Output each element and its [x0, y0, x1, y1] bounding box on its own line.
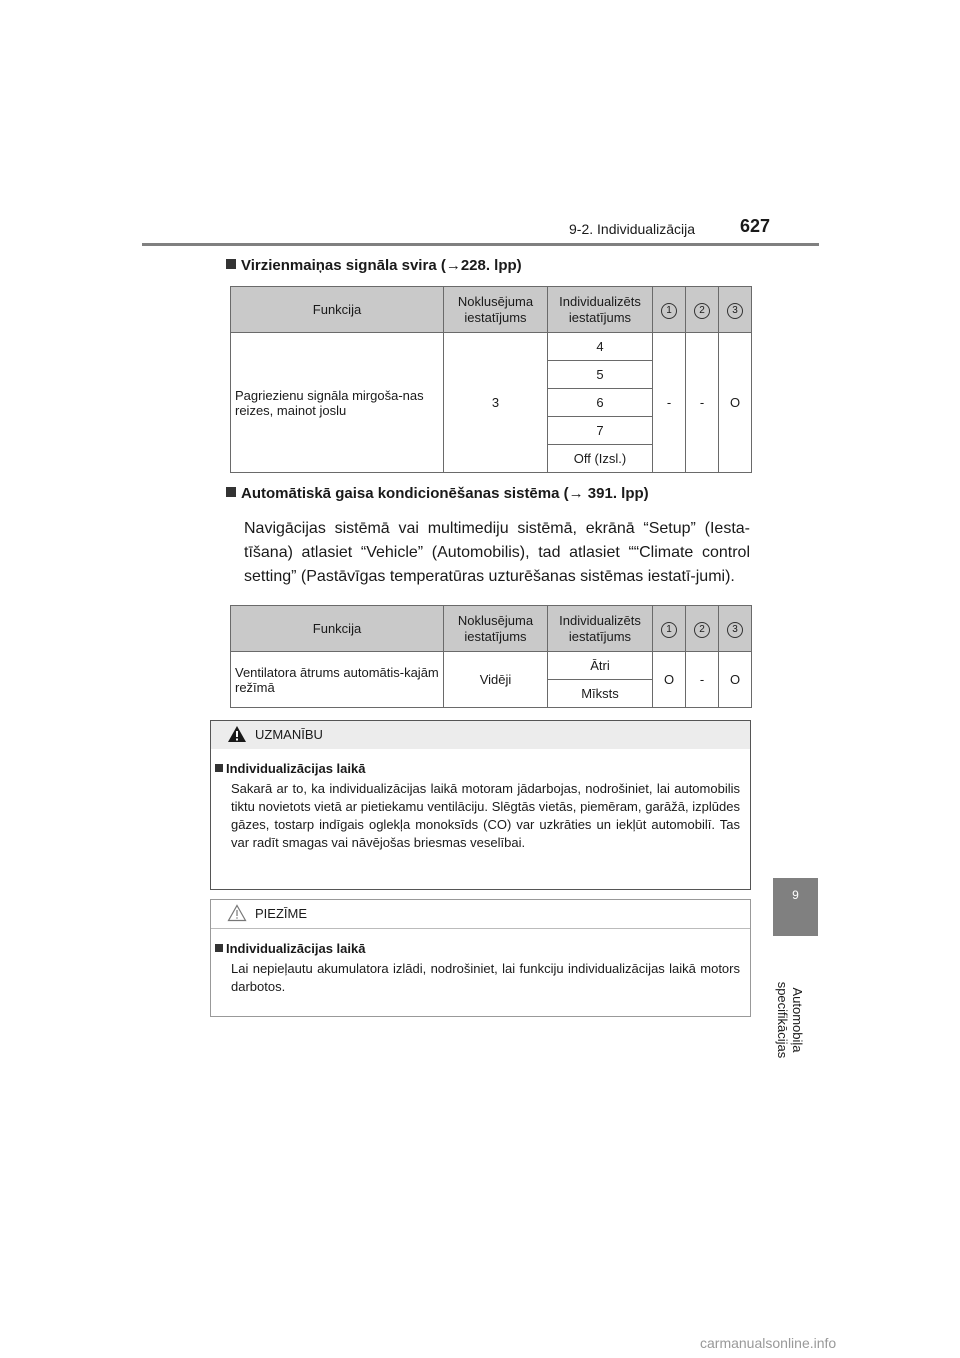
note-title: PIEZĪME: [255, 906, 308, 921]
c1-cell: O: [653, 652, 686, 708]
circled-2-icon: 2: [694, 622, 710, 638]
subheading-text: Individualizācijas laikā: [226, 941, 366, 956]
note-text: Lai nepieļautu akumulatora izlādi, nodrošiniet, lai funkciju individualizācijas laikā motors darbotos.: [231, 961, 740, 994]
option-cell: Mīksts: [548, 680, 653, 708]
col-default: Noklusējuma iestatījums: [444, 287, 548, 333]
square-bullet-icon: [226, 487, 236, 497]
col-3: [719, 287, 752, 333]
caution-subheading: [215, 761, 740, 776]
col-function: Funkcija: [231, 606, 444, 652]
circled-2-icon: 2: [694, 303, 710, 319]
chapter-title: Automobiļa specifikācijas: [775, 981, 805, 1059]
option-cell: 7: [548, 417, 653, 445]
col-2: [686, 606, 719, 652]
caution-text: Sakarā ar to, ka individualizācijas laikā motoram jādarbojas, nodrošiniet, lai automobilis tiktu novietots vietā ar pietiekamu ventilāciju. Slēgtās vietās, piemēram, garāžā, izplūdes gāzes, tostarp indīgais oglekļa monoksīds (CO) var uzkrāties un iekļūt automobilī. Tas var radīt smagas vai nāvējošas briesmas veselībai.: [231, 781, 740, 850]
circled-3-icon: 3: [727, 303, 743, 319]
c1-cell: -: [653, 333, 686, 473]
table-row: [231, 333, 752, 361]
option-cell: 6: [548, 389, 653, 417]
header-rule: [142, 243, 819, 246]
subheading-text: Individualizācijas laikā: [226, 761, 366, 776]
col-1: [653, 606, 686, 652]
heading-text: Virzienmaiņas signāla svira (→228. lpp): [241, 257, 522, 274]
col-default: Noklusējuma iestatījums: [444, 606, 548, 652]
watermark: carmanualsonline.info: [700, 1335, 837, 1351]
c2-cell: -: [686, 652, 719, 708]
function-cell: Ventilatora ātrums automātis-kajām režīmā: [231, 652, 444, 708]
caution-title: UZMANĪBU: [255, 727, 323, 742]
chapter-tab: [773, 878, 818, 936]
option-cell: Ātri: [548, 652, 653, 680]
function-cell: Pagriezienu signāla mirgoša-nas reizes, mainot joslu: [231, 333, 444, 473]
page-number: 627: [740, 216, 771, 236]
climate-instructions: Navigācijas sistēmā vai multimediju sistēmā, ekrānā “Setup” (Iesta-tīšana) atlasiet “Vehicle” (Automobilis), tad atlasiet ““Climate control setting” (Pastāvīgas temperatūras uzturēšanas sistēmas iestatī-jumi).: [244, 520, 750, 585]
note-subheading: [215, 941, 740, 956]
col-custom: Individualizēts iestatījums: [548, 606, 653, 652]
col-function: Funkcija: [231, 287, 444, 333]
circled-1-icon: 1: [661, 303, 677, 319]
section-heading-turn-signal: [226, 257, 522, 274]
col-3: [719, 606, 752, 652]
default-cell: 3: [444, 333, 548, 473]
note-header: [211, 900, 750, 929]
warning-icon: [227, 725, 247, 743]
circled-3-icon: 3: [727, 622, 743, 638]
option-cell: 4: [548, 333, 653, 361]
note-box: [210, 899, 751, 1017]
heading-text: Automātiskā gaisa kondicionēšanas sistēma (→ 391. lpp): [241, 485, 649, 502]
table-row: [231, 652, 752, 680]
c3-cell: O: [719, 333, 752, 473]
option-cell: Off (Izsl.): [548, 445, 653, 473]
table-header-row: [231, 287, 752, 333]
circled-1-icon: 1: [661, 622, 677, 638]
c2-cell: -: [686, 333, 719, 473]
climate-table: [230, 605, 752, 708]
note-triangle-icon: [227, 904, 247, 922]
turn-signal-table: [230, 286, 752, 473]
caution-header: [211, 721, 750, 749]
c3-cell: O: [719, 652, 752, 708]
default-cell: Vidēji: [444, 652, 548, 708]
col-2: [686, 287, 719, 333]
col-custom: Individualizēts iestatījums: [548, 287, 653, 333]
square-bullet-icon: [215, 764, 223, 772]
section-heading-climate: [226, 485, 649, 502]
chapter-number: 9: [792, 888, 799, 902]
table-header-row: [231, 606, 752, 652]
col-1: [653, 287, 686, 333]
option-cell: 5: [548, 361, 653, 389]
section-header: 9-2. Individualizācija: [569, 221, 696, 237]
caution-box: [210, 720, 751, 890]
square-bullet-icon: [215, 944, 223, 952]
square-bullet-icon: [226, 259, 236, 269]
